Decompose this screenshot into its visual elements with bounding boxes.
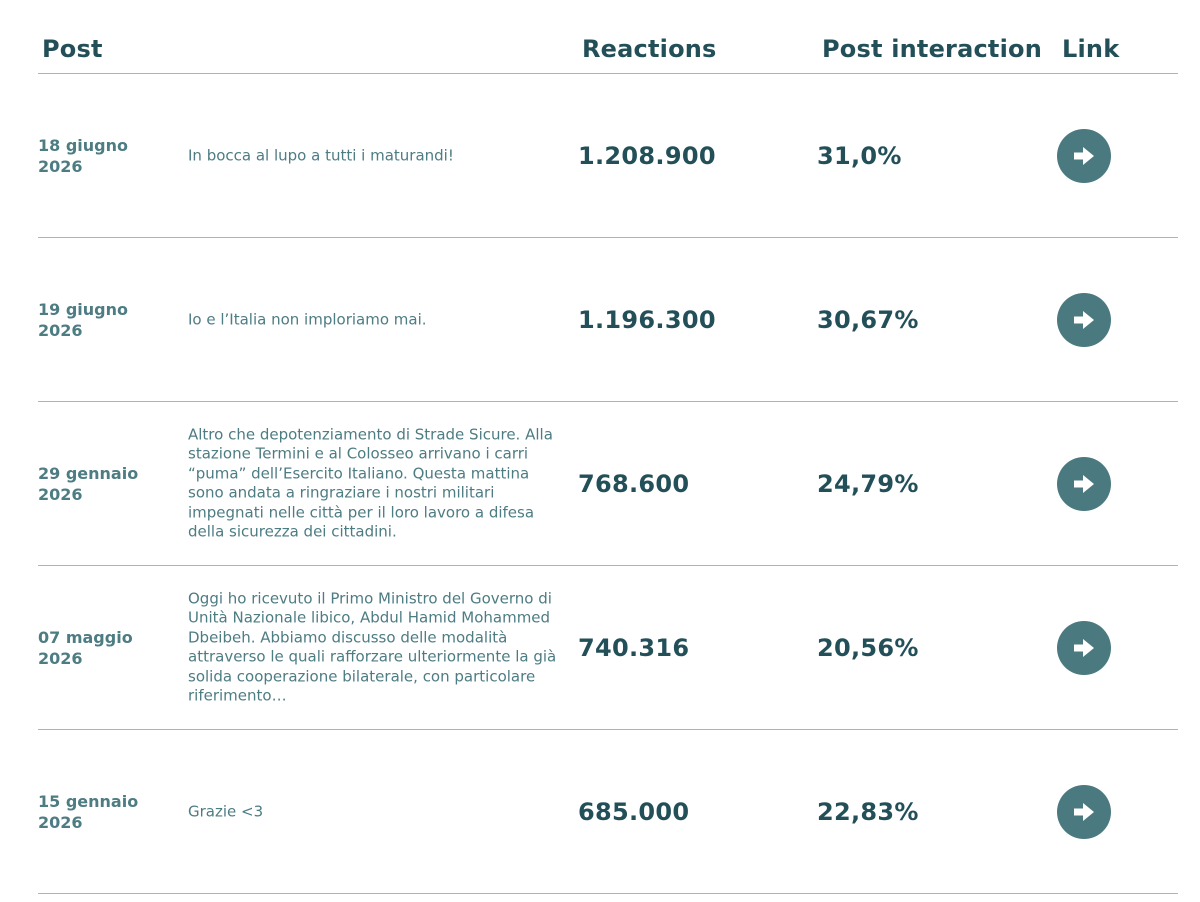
- post-interaction-rate: 20,56%: [817, 633, 919, 662]
- post-text: Io e l’Italia non imploriamo mai.: [188, 309, 427, 328]
- posts-table: [38, 0, 1178, 894]
- open-post-link-button[interactable]: [1057, 457, 1111, 511]
- open-post-link-button[interactable]: [1057, 129, 1111, 183]
- post-date: [38, 791, 158, 833]
- open-post-link-button[interactable]: [1057, 621, 1111, 675]
- post-interaction-rate: 31,0%: [817, 141, 902, 170]
- post-text: Grazie <3: [188, 801, 264, 820]
- table-row: [38, 566, 1178, 730]
- open-post-link-button[interactable]: [1057, 293, 1111, 347]
- post-date-day-month: 15 gennaio: [38, 791, 139, 811]
- table-row: [38, 402, 1178, 566]
- header-post: Post: [42, 35, 103, 63]
- table-row: [38, 730, 1178, 894]
- post-date: [38, 135, 158, 177]
- post-date-year: 2026: [38, 812, 83, 832]
- reactions-count: 1.208.900: [578, 141, 716, 170]
- header-post-interaction: Post interaction: [822, 35, 1042, 63]
- arrow-right-icon: [1072, 145, 1096, 167]
- header-reactions: Reactions: [582, 35, 717, 63]
- post-date: [38, 463, 158, 505]
- post-date: [38, 299, 158, 341]
- table-row: [38, 238, 1178, 402]
- post-date: [38, 627, 158, 669]
- post-date-year: 2026: [38, 156, 83, 176]
- arrow-right-icon: [1072, 801, 1096, 823]
- post-date-year: 2026: [38, 484, 83, 504]
- post-date-day-month: 29 gennaio: [38, 463, 139, 483]
- reactions-count: 685.000: [578, 797, 690, 826]
- post-date-day-month: 18 giugno: [38, 135, 128, 155]
- post-interaction-rate: 22,83%: [817, 797, 919, 826]
- table-row: [38, 74, 1178, 238]
- header-link: Link: [1062, 35, 1120, 63]
- post-text: Oggi ho ricevuto il Primo Ministro del Governo di Unità Nazionale libico, Abdul Hamid Mohammed Dbeibeh. Abbiamo discusso delle modalità attraverso le quali rafforzare ulteriormente la già solida cooperazione bilaterale, con particolare riferimento…: [188, 589, 557, 705]
- post-date-day-month: 19 giugno: [38, 299, 128, 319]
- arrow-right-icon: [1072, 309, 1096, 331]
- table-header: [38, 0, 1178, 74]
- open-post-link-button[interactable]: [1057, 785, 1111, 839]
- post-text: Altro che depotenziamento di Strade Sicure. Alla stazione Termini e al Colosseo arrivano i carri “puma” dell’Esercito Italiano. Questa mattina sono andata a ringraziare i nostri militari impegnati nelle città per il loro lavoro a difesa della sicurezza dei cittadini.: [188, 425, 553, 541]
- reactions-count: 1.196.300: [578, 305, 716, 334]
- post-date-year: 2026: [38, 320, 83, 340]
- table-body: [38, 74, 1178, 894]
- post-text: In bocca al lupo a tutti i maturandi!: [188, 145, 454, 164]
- post-date-year: 2026: [38, 648, 83, 668]
- reactions-count: 768.600: [578, 469, 690, 498]
- post-interaction-rate: 24,79%: [817, 469, 919, 498]
- post-interaction-rate: 30,67%: [817, 305, 919, 334]
- post-date-day-month: 07 maggio: [38, 627, 133, 647]
- arrow-right-icon: [1072, 473, 1096, 495]
- arrow-right-icon: [1072, 637, 1096, 659]
- reactions-count: 740.316: [578, 633, 690, 662]
